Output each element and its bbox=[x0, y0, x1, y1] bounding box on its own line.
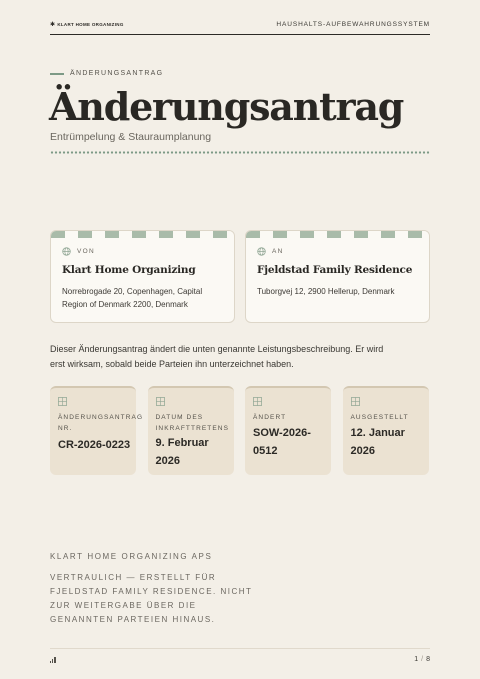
party-card-from bbox=[50, 230, 235, 323]
eyebrow-text: ÄNDERUNGSANTRAG bbox=[70, 70, 164, 77]
party-address: Tuborgvej 12, 2900 Hellerup, Denmark bbox=[257, 287, 395, 296]
dotted-divider bbox=[50, 151, 430, 154]
grid-icon bbox=[351, 397, 360, 406]
meta-value: 12. Januar 2026 bbox=[350, 427, 405, 457]
meta-label: AUSGESTELLT bbox=[350, 414, 409, 421]
page-current: 1 bbox=[414, 656, 419, 663]
card-stripe bbox=[246, 231, 429, 238]
party-name: Klart Home Organizing bbox=[62, 264, 196, 276]
page-title: Änderungsantrag bbox=[49, 84, 404, 129]
page-subtitle: Entrümpelung & Stauraumplanung bbox=[50, 131, 212, 143]
asterisk-icon: ✱ bbox=[50, 21, 56, 28]
meta-card-effective-date bbox=[148, 386, 234, 475]
meta-card-issued bbox=[343, 386, 429, 475]
party-label: AN bbox=[272, 248, 284, 255]
meta-card-amends bbox=[245, 386, 331, 475]
page-header bbox=[50, 14, 430, 35]
card-stripe bbox=[51, 231, 234, 238]
party-label: VON bbox=[77, 248, 95, 255]
party-name: Fjeldstad Family Residence bbox=[257, 264, 413, 276]
party-label-row bbox=[257, 247, 429, 256]
intro-text: Dieser Änderungsantrag ändert die unten genannte Leistungsbeschreibung. Er wird erst wirksam, sobald beide Parteien ihn unterzeichnet haben. bbox=[50, 344, 384, 369]
meta-card-change-number bbox=[50, 386, 144, 475]
grid-icon bbox=[156, 397, 165, 406]
meta-label: ÄNDERUNGSANTRAG NR. bbox=[58, 414, 144, 432]
meta-value: CR-2026-0223 bbox=[58, 439, 131, 451]
globe-icon bbox=[257, 247, 266, 256]
eyebrow-rule bbox=[50, 73, 64, 75]
footer-rule bbox=[50, 648, 430, 649]
bars-icon bbox=[50, 657, 56, 663]
meta-label: DATUM DES INKRAFTTRETENS bbox=[155, 414, 230, 432]
meta-label: ÄNDERT bbox=[253, 414, 287, 421]
page-separator: / bbox=[421, 656, 424, 663]
footer-confidential: VERTRAULICH — ERSTELLT FÜR FJELDSTAD FAMILY RESIDENCE. NICHT ZUR WEITERGABE ÜBER DIE GENANNTEN PARTEIEN HINAUS. bbox=[50, 573, 253, 624]
meta-value: SOW-2026-0512 bbox=[253, 427, 311, 457]
grid-icon bbox=[58, 397, 67, 406]
eyebrow bbox=[50, 70, 163, 77]
brand-name: KLART HOME ORGANIZING bbox=[57, 21, 124, 27]
system-name: HAUSHALTS-AUFBEWAHRUNGSSYSTEM bbox=[276, 20, 430, 28]
meta-value: 9. Februar 2026 bbox=[155, 437, 209, 467]
globe-icon bbox=[62, 247, 71, 256]
page-number bbox=[414, 656, 430, 663]
party-label-row bbox=[62, 247, 234, 256]
page-total: 8 bbox=[426, 656, 430, 663]
party-card-to bbox=[245, 230, 430, 323]
grid-icon bbox=[253, 397, 262, 406]
brand bbox=[50, 21, 124, 28]
footer-company: KLART HOME ORGANIZING APS bbox=[50, 552, 213, 561]
party-address: Norrebrogade 20, Copenhagen, Capital Region of Denmark 2200, Denmark bbox=[62, 287, 203, 309]
